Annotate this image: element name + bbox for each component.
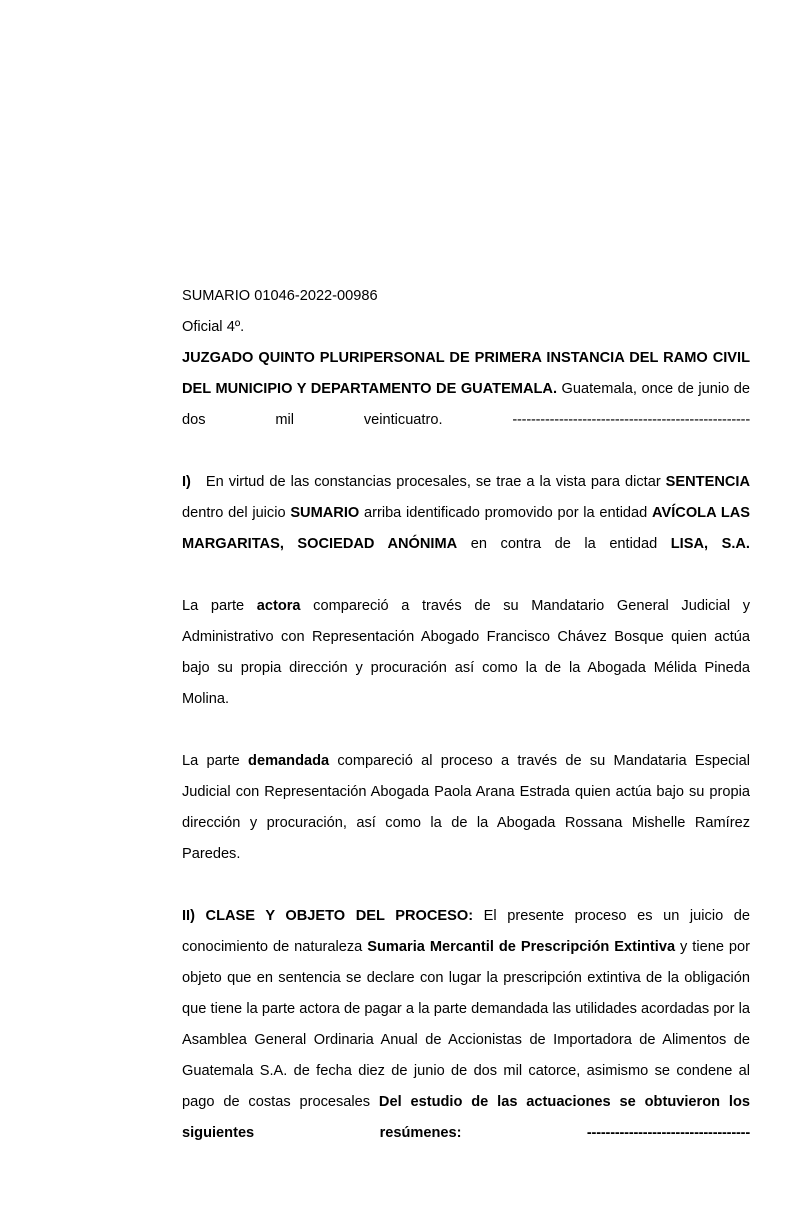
sumario-emphasis: SUMARIO	[290, 505, 360, 521]
plaintiff-entity-name: AVÍCOLA LAS MARGARITAS, SOCIEDAD ANÓNIMA	[182, 505, 751, 552]
section-i-text-1: En virtud de las constancias procesales, se trae a la vista para dictar	[205, 474, 666, 490]
section-ii-paragraph	[182, 901, 750, 1180]
section-i-paragraph	[182, 467, 750, 591]
section-ii-text-1: El presente proceso es un juicio de conocimiento de naturaleza	[182, 908, 751, 955]
defendant-entity-name: LISA, S.A.	[670, 536, 750, 552]
summary-lead-emphasis: Del estudio de las actuaciones se obtuvieron los siguientes resúmenes:	[182, 1094, 750, 1141]
court-rule-fill: ---------------------------------------------------	[512, 412, 750, 428]
case-number-line	[182, 281, 750, 312]
process-nature-emphasis: Sumaria Mercantil de Prescripción Extintiva	[367, 939, 676, 955]
section-i-marker-gap	[191, 474, 206, 490]
court-heading-paragraph	[182, 343, 750, 467]
plaintiff-party-text-1: La parte	[182, 598, 257, 614]
plaintiff-party-paragraph	[182, 591, 750, 746]
section-i-text-2: dentro del juicio	[182, 505, 291, 521]
defendant-party-text-1: La parte	[182, 753, 249, 769]
section-i-marker: I)	[182, 474, 191, 490]
section-ii-text-2: y tiene por objeto que en sentencia se declare con lugar la prescripción extintiva de la obligación que tiene la parte actora de pagar a la parte demandada las utilidades acordadas por la Asamblea General Ordinaria Anual de Accionistas de Importadora de Alimentos de Guatemala S.A. de fecha diez de junio de dos mil catorce, asimismo se condene al pago de costas procesales	[182, 939, 751, 1110]
document-body	[182, 281, 750, 1180]
demandada-emphasis: demandada	[248, 753, 330, 769]
court-place-date: Guatemala, once de junio de dos mil veinticuatro.	[182, 381, 750, 428]
actora-emphasis: actora	[256, 598, 301, 614]
case-number-text: SUMARIO 01046-2022-00986	[182, 288, 378, 304]
section-i-text-3: arriba identificado promovido por la entidad	[359, 505, 653, 521]
court-name: JUZGADO QUINTO PLURIPERSONAL DE PRIMERA INSTANCIA DEL RAMO CIVIL DEL MUNICIPIO Y DEPARTAMENTO DE GUATEMALA.	[182, 350, 750, 397]
clerk-text: Oficial 4º.	[182, 319, 245, 335]
clerk-line	[182, 312, 750, 343]
section-ii-heading: II) CLASE Y OBJETO DEL PROCESO:	[182, 908, 474, 924]
plaintiff-party-text-2: compareció a través de su Mandatario General Judicial y Administrativo con Representación Abogado Francisco Chávez Bosque quien actúa bajo su propia dirección y procuración así como la de la Abogada Mélida Pineda Molina.	[182, 598, 750, 707]
defendant-party-paragraph	[182, 746, 750, 901]
sentencia-emphasis: SENTENCIA	[665, 474, 750, 490]
section-ii-rule-fill: -----------------------------------	[586, 1125, 750, 1141]
section-i-text-4: en contra de la entidad	[457, 536, 671, 552]
defendant-party-text-2: compareció al proceso a través de su Mandataria Especial Judicial con Representación Abogada Paola Arana Estrada quien actúa bajo su propia dirección y procuración, así como la de la Abogada Rossana Mishelle Ramírez Paredes.	[182, 753, 750, 862]
